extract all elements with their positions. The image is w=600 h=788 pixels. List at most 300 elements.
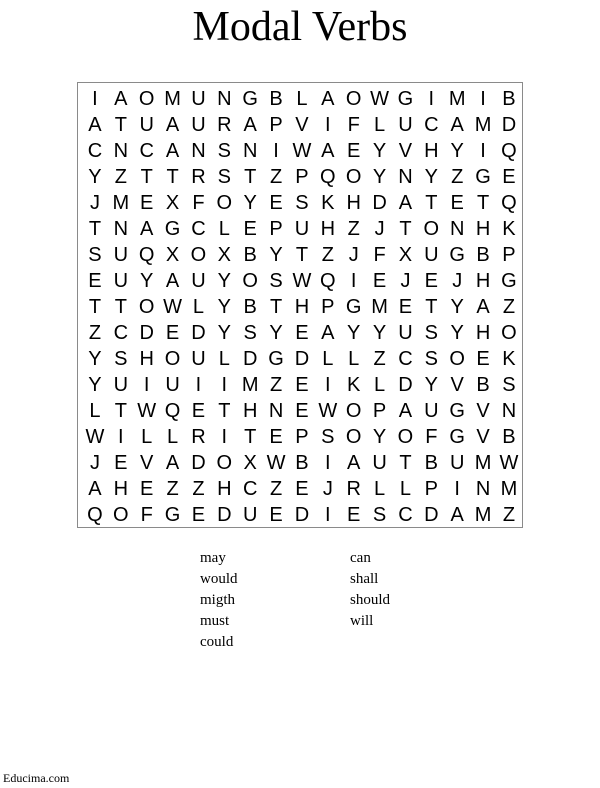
grid-letter[interactable]: H	[424, 140, 439, 162]
grid-letter[interactable]: L	[141, 426, 153, 448]
grid-letter[interactable]: I	[221, 426, 228, 448]
grid-letter[interactable]: A	[347, 452, 361, 474]
grid-letter[interactable]: V	[140, 452, 154, 474]
grid-letter[interactable]: O	[345, 400, 362, 422]
grid-letter[interactable]: P	[269, 218, 283, 240]
grid-letter[interactable]: T	[476, 192, 490, 214]
grid-letter[interactable]: I	[428, 88, 435, 110]
grid-letter[interactable]: W	[499, 452, 519, 474]
grid-letter[interactable]: G	[242, 88, 258, 110]
grid-letter[interactable]: A	[140, 218, 154, 240]
grid-letter[interactable]: S	[243, 322, 257, 344]
grid-letter[interactable]: N	[113, 140, 129, 162]
grid-letter[interactable]: I	[350, 270, 357, 292]
grid-letter[interactable]: D	[398, 374, 413, 396]
grid-letter[interactable]: Z	[269, 478, 283, 500]
grid-letter[interactable]: Z	[269, 166, 283, 188]
grid-letter[interactable]: Y	[217, 296, 231, 318]
grid-letter[interactable]: U	[191, 348, 206, 370]
grid-letter[interactable]: D	[191, 322, 206, 344]
grid-letter[interactable]: L	[374, 374, 386, 396]
grid-row	[82, 268, 522, 294]
grid-letter[interactable]: W	[266, 452, 286, 474]
grid-letter[interactable]: G	[449, 244, 465, 266]
grid-letter[interactable]: B	[476, 244, 490, 266]
grid-letter[interactable]: L	[89, 400, 101, 422]
grid-letter[interactable]: O	[397, 426, 414, 448]
grid-letter[interactable]: G	[449, 400, 465, 422]
word-list-item: should	[350, 592, 391, 608]
grid-letter[interactable]: Z	[373, 348, 386, 370]
grid-letter[interactable]: Y	[88, 166, 102, 188]
grid-letter[interactable]: Y	[269, 244, 283, 266]
grid-letter[interactable]: L	[296, 88, 308, 110]
grid-letter[interactable]: S	[295, 192, 309, 214]
grid-letter[interactable]: T	[244, 426, 257, 448]
grid-letter[interactable]: E	[372, 270, 387, 292]
grid-letter[interactable]: W	[163, 296, 182, 318]
grid-letter[interactable]: U	[398, 114, 413, 136]
grid-letter[interactable]: W	[85, 426, 105, 448]
grid-letter[interactable]: F	[425, 426, 438, 448]
grid-letter[interactable]: A	[114, 88, 128, 110]
grid-letter[interactable]: P	[295, 166, 309, 188]
grid-letter[interactable]: E	[450, 192, 464, 214]
grid-letter[interactable]: G	[397, 88, 414, 110]
grid-letter[interactable]: M	[474, 114, 492, 136]
grid-letter[interactable]: I	[195, 374, 202, 396]
grid-letter[interactable]: R	[346, 478, 361, 500]
grid-letter[interactable]: U	[113, 244, 129, 266]
grid-letter[interactable]: O	[345, 426, 362, 448]
grid-letter[interactable]: U	[191, 270, 206, 292]
grid-letter[interactable]: D	[217, 504, 232, 526]
grid-letter[interactable]: Y	[372, 140, 387, 162]
grid-letter[interactable]: E	[243, 218, 257, 240]
grid-letter[interactable]: P	[502, 244, 516, 266]
grid-letter[interactable]: N	[242, 140, 258, 162]
grid-letter[interactable]: Y	[450, 322, 464, 344]
grid-row	[82, 294, 522, 320]
grid-letter[interactable]: A	[450, 114, 464, 136]
grid-letter[interactable]: U	[449, 452, 465, 474]
grid-letter[interactable]: E	[191, 504, 206, 526]
grid-letter[interactable]: W	[292, 270, 312, 292]
grid-letter[interactable]: D	[191, 452, 206, 474]
grid-letter[interactable]: W	[292, 140, 312, 162]
grid-letter[interactable]: A	[321, 322, 335, 344]
grid-letter[interactable]: I	[480, 140, 486, 162]
grid-letter[interactable]: G	[164, 504, 181, 526]
grid-letter[interactable]: U	[113, 270, 129, 292]
grid-letter[interactable]: J	[452, 270, 463, 292]
grid-letter[interactable]: E	[140, 192, 154, 214]
grid-letter[interactable]: M	[241, 374, 259, 396]
grid-letter[interactable]: M	[112, 192, 130, 214]
grid-letter[interactable]: T	[399, 218, 412, 240]
grid-letter[interactable]: H	[346, 192, 361, 214]
grid-letter[interactable]: E	[140, 478, 154, 500]
grid-letter[interactable]: Q	[138, 244, 155, 266]
grid-letter[interactable]: T	[140, 166, 153, 188]
grid-letter[interactable]: H	[294, 296, 310, 318]
grid-letter[interactable]: H	[217, 478, 232, 500]
grid-letter[interactable]: X	[165, 192, 180, 214]
grid-letter[interactable]: U	[372, 452, 387, 474]
grid-row	[82, 190, 522, 216]
grid-letter[interactable]: V	[295, 114, 309, 136]
grid-letter[interactable]: X	[165, 244, 180, 266]
grid-letter[interactable]: Y	[88, 374, 102, 396]
grid-letter[interactable]: E	[476, 348, 490, 370]
grid-letter[interactable]: Z	[321, 244, 334, 266]
grid-letter[interactable]: J	[322, 478, 333, 500]
grid-letter[interactable]: U	[165, 374, 180, 396]
grid-letter[interactable]: B	[243, 244, 257, 266]
grid-letter[interactable]: T	[88, 218, 102, 240]
grid-letter[interactable]: Y	[243, 192, 257, 214]
grid-letter[interactable]: C	[113, 322, 129, 344]
grid-row	[82, 242, 522, 268]
grid-letter[interactable]: B	[243, 296, 257, 318]
grid-letter[interactable]: B	[502, 426, 516, 448]
grid-letter[interactable]: C	[191, 218, 206, 240]
grid-letter[interactable]: C	[87, 140, 103, 162]
grid-letter[interactable]: E	[269, 426, 283, 448]
grid-letter[interactable]: T	[88, 296, 102, 318]
grid-letter[interactable]: Q	[320, 166, 336, 188]
grid-letter[interactable]: C	[398, 348, 413, 370]
grid-letter[interactable]: L	[218, 348, 230, 370]
grid-letter[interactable]: O	[501, 322, 517, 344]
grid-letter[interactable]: A	[398, 400, 413, 422]
grid-letter[interactable]: U	[294, 218, 310, 240]
grid-letter[interactable]: O	[138, 296, 155, 318]
grid-letter[interactable]: Q	[501, 192, 517, 214]
grid-letter[interactable]: T	[114, 114, 127, 136]
grid-letter[interactable]: L	[218, 218, 230, 240]
grid-letter[interactable]: R	[191, 166, 206, 188]
grid-letter[interactable]: I	[454, 478, 460, 500]
grid-letter[interactable]: L	[167, 426, 179, 448]
grid-letter[interactable]: C	[139, 140, 154, 162]
grid-letter[interactable]: U	[398, 322, 413, 344]
grid-letter[interactable]: Z	[88, 322, 102, 344]
grid-letter[interactable]: S	[269, 270, 283, 292]
grid-letter[interactable]: Z	[166, 478, 179, 500]
word-search-grid	[82, 86, 522, 528]
grid-letter[interactable]: D	[501, 114, 517, 136]
grid-letter[interactable]: Y	[450, 140, 464, 162]
grid-letter[interactable]: I	[325, 374, 331, 396]
grid-letter[interactable]: Y	[217, 270, 231, 292]
grid-letter[interactable]: Y	[372, 322, 387, 344]
grid-letter[interactable]: F	[347, 114, 360, 136]
grid-letter[interactable]: E	[269, 192, 283, 214]
grid-letter[interactable]: S	[502, 374, 516, 396]
grid-letter[interactable]: K	[502, 218, 516, 240]
grid-letter[interactable]: H	[475, 218, 491, 240]
grid-letter[interactable]: K	[502, 348, 516, 370]
grid-letter[interactable]: Z	[114, 166, 127, 188]
grid-letter[interactable]: A	[88, 114, 102, 136]
grid-letter[interactable]: S	[372, 504, 387, 526]
grid-row	[82, 450, 522, 476]
grid-letter[interactable]: F	[373, 244, 386, 266]
grid-letter[interactable]: G	[268, 348, 284, 370]
word-list-item: will	[350, 613, 374, 629]
grid-letter[interactable]: S	[321, 426, 335, 448]
grid-letter[interactable]: Y	[372, 426, 387, 448]
grid-letter[interactable]: C	[242, 478, 258, 500]
grid-letter[interactable]: D	[372, 192, 387, 214]
grid-letter[interactable]: T	[399, 452, 412, 474]
grid-letter[interactable]: A	[321, 140, 335, 162]
grid-letter[interactable]: N	[113, 218, 129, 240]
grid-letter[interactable]: I	[325, 452, 331, 474]
grid-letter[interactable]: N	[217, 88, 232, 110]
grid-letter[interactable]: H	[320, 218, 336, 240]
grid-letter[interactable]: U	[191, 114, 206, 136]
grid-letter[interactable]: M	[474, 504, 492, 526]
grid-letter[interactable]: G	[501, 270, 517, 292]
grid-letter[interactable]: L	[348, 348, 360, 370]
grid-letter[interactable]: C	[398, 504, 413, 526]
grid-letter[interactable]: E	[191, 400, 206, 422]
grid-letter[interactable]: K	[321, 192, 335, 214]
grid-letter[interactable]: N	[449, 218, 465, 240]
grid-letter[interactable]: E	[88, 270, 102, 292]
grid-letter[interactable]: I	[480, 88, 486, 110]
grid-letter[interactable]: Q	[320, 270, 336, 292]
grid-letter[interactable]: R	[217, 114, 232, 136]
grid-letter[interactable]: P	[321, 296, 335, 318]
grid-letter[interactable]: A	[165, 140, 180, 162]
grid-letter[interactable]: B	[424, 452, 438, 474]
grid-letter[interactable]: T	[114, 400, 127, 422]
grid-letter[interactable]: Q	[87, 504, 103, 526]
grid-letter[interactable]: Y	[269, 322, 283, 344]
grid-letter[interactable]: J	[374, 218, 385, 240]
grid-letter[interactable]: O	[345, 166, 362, 188]
grid-letter[interactable]: X	[243, 452, 257, 474]
grid-letter[interactable]: E	[165, 322, 180, 344]
grid-letter[interactable]: Y	[88, 348, 102, 370]
grid-letter[interactable]: B	[502, 88, 516, 110]
grid-letter[interactable]: V	[398, 140, 413, 162]
grid-letter[interactable]: O	[190, 244, 207, 266]
grid-letter[interactable]: N	[501, 400, 517, 422]
grid-letter[interactable]: J	[89, 192, 100, 214]
grid-letter[interactable]: H	[475, 322, 491, 344]
grid-letter[interactable]: H	[139, 348, 154, 370]
grid-letter[interactable]: L	[374, 478, 386, 500]
grid-letter[interactable]: U	[424, 400, 439, 422]
grid-letter[interactable]: V	[476, 426, 490, 448]
grid-letter[interactable]: P	[372, 400, 387, 422]
grid-letter[interactable]: A	[476, 296, 490, 318]
grid-letter[interactable]: Y	[217, 322, 231, 344]
grid-letter[interactable]: Y	[140, 270, 154, 292]
grid-letter[interactable]: A	[88, 478, 102, 500]
grid-letter[interactable]: E	[502, 166, 516, 188]
grid-letter[interactable]: U	[191, 88, 206, 110]
grid-letter[interactable]: D	[139, 322, 154, 344]
grid-letter[interactable]: E	[269, 504, 283, 526]
grid-letter[interactable]: U	[242, 504, 258, 526]
grid-letter[interactable]: F	[192, 192, 205, 214]
grid-letter[interactable]: W	[137, 400, 157, 422]
grid-letter[interactable]: J	[89, 452, 100, 474]
grid-letter[interactable]: N	[191, 140, 206, 162]
grid-letter[interactable]: M	[448, 88, 466, 110]
grid-letter[interactable]: Y	[450, 296, 464, 318]
grid-letter[interactable]: E	[295, 322, 309, 344]
grid-letter[interactable]: N	[398, 166, 413, 188]
grid-letter[interactable]: I	[325, 504, 331, 526]
grid-letter[interactable]: E	[114, 452, 128, 474]
grid-letter[interactable]: M	[164, 88, 181, 110]
grid-letter[interactable]: E	[295, 374, 309, 396]
grid-letter[interactable]: T	[218, 400, 231, 422]
grid-letter[interactable]: I	[92, 88, 98, 110]
grid-letter[interactable]: A	[321, 88, 335, 110]
grid-letter[interactable]: S	[217, 166, 231, 188]
grid-letter[interactable]: G	[475, 166, 491, 188]
grid-letter[interactable]: M	[371, 296, 388, 318]
grid-letter[interactable]: Y	[424, 166, 438, 188]
word-list-item: may	[200, 550, 226, 566]
grid-letter[interactable]: B	[269, 88, 283, 110]
grid-letter[interactable]: O	[164, 348, 181, 370]
grid-letter[interactable]: A	[398, 192, 413, 214]
grid-letter[interactable]: I	[221, 374, 228, 396]
grid-letter[interactable]: S	[424, 348, 438, 370]
grid-letter[interactable]: A	[165, 270, 180, 292]
grid-letter[interactable]: H	[475, 270, 491, 292]
grid-letter[interactable]: T	[114, 296, 127, 318]
grid-letter[interactable]: P	[295, 426, 309, 448]
grid-letter[interactable]: D	[294, 504, 310, 526]
grid-letter[interactable]: M	[500, 478, 518, 500]
grid-letter[interactable]: D	[294, 348, 310, 370]
grid-letter[interactable]: E	[295, 478, 309, 500]
grid-letter[interactable]: E	[347, 504, 361, 526]
grid-letter[interactable]: L	[192, 296, 204, 318]
grid-letter[interactable]: T	[425, 296, 438, 318]
grid-letter[interactable]: T	[425, 192, 438, 214]
grid-letter[interactable]: A	[165, 452, 180, 474]
word-list-item: could	[200, 634, 234, 650]
grid-letter[interactable]: N	[475, 478, 491, 500]
grid-letter[interactable]: O	[138, 88, 155, 110]
grid-letter[interactable]: L	[374, 114, 386, 136]
grid-letter[interactable]: W	[370, 88, 389, 110]
grid-letter[interactable]: I	[143, 374, 150, 396]
grid-letter[interactable]: P	[269, 114, 283, 136]
grid-letter[interactable]: O	[242, 270, 258, 292]
grid-letter[interactable]: D	[424, 504, 439, 526]
grid-letter[interactable]: Z	[347, 218, 360, 240]
grid-letter[interactable]: N	[268, 400, 284, 422]
grid-letter[interactable]: W	[318, 400, 338, 422]
grid-letter[interactable]: Q	[164, 400, 181, 422]
grid-letter[interactable]: Z	[502, 296, 516, 318]
grid-letter[interactable]: T	[244, 166, 257, 188]
grid-letter[interactable]: C	[424, 114, 439, 136]
grid-letter[interactable]: V	[476, 400, 490, 422]
grid-letter[interactable]: D	[242, 348, 258, 370]
grid-letter[interactable]: A	[243, 114, 257, 136]
grid-letter[interactable]: E	[424, 270, 438, 292]
grid-letter[interactable]: O	[449, 348, 465, 370]
grid-letter[interactable]: P	[424, 478, 438, 500]
grid-letter[interactable]: E	[398, 296, 413, 318]
grid-letter[interactable]: O	[216, 452, 233, 474]
grid-letter[interactable]: F	[140, 504, 153, 526]
grid-letter[interactable]: O	[423, 218, 440, 240]
grid-letter[interactable]: H	[242, 400, 258, 422]
grid-letter[interactable]: B	[476, 374, 490, 396]
grid-letter[interactable]: Q	[501, 140, 517, 162]
grid-row	[82, 476, 522, 502]
grid-letter[interactable]: Z	[269, 374, 283, 396]
grid-letter[interactable]: J	[400, 270, 411, 292]
grid-letter[interactable]: T	[166, 166, 179, 188]
grid-letter[interactable]: S	[88, 244, 102, 266]
grid-letter[interactable]: S	[424, 322, 438, 344]
grid-letter[interactable]: Y	[372, 166, 387, 188]
grid-letter[interactable]: V	[450, 374, 464, 396]
grid-letter[interactable]: Z	[451, 166, 464, 188]
grid-letter[interactable]: S	[114, 348, 128, 370]
grid-letter[interactable]: E	[347, 140, 361, 162]
grid-letter[interactable]: Z	[502, 504, 516, 526]
grid-letter[interactable]: M	[474, 452, 492, 474]
grid-letter[interactable]: U	[424, 244, 439, 266]
grid-letter[interactable]: G	[345, 296, 362, 318]
grid-letter[interactable]: L	[322, 348, 334, 370]
grid-letter[interactable]: X	[217, 244, 231, 266]
grid-letter[interactable]: H	[113, 478, 129, 500]
grid-letter[interactable]: A	[450, 504, 464, 526]
grid-letter[interactable]: O	[113, 504, 129, 526]
grid-letter[interactable]: G	[164, 218, 181, 240]
grid-letter[interactable]: T	[295, 244, 309, 266]
grid-letter[interactable]: I	[273, 140, 279, 162]
grid-letter[interactable]: U	[113, 374, 129, 396]
grid-letter[interactable]: L	[399, 478, 411, 500]
grid-letter[interactable]: I	[118, 426, 124, 448]
grid-letter[interactable]: J	[348, 244, 359, 266]
grid-letter[interactable]: Y	[347, 322, 361, 344]
grid-letter[interactable]: R	[191, 426, 206, 448]
grid-letter[interactable]: U	[139, 114, 154, 136]
grid-letter[interactable]: Z	[192, 478, 205, 500]
grid-letter[interactable]: O	[216, 192, 233, 214]
grid-letter[interactable]: E	[295, 400, 309, 422]
grid-letter[interactable]: S	[217, 140, 231, 162]
grid-letter[interactable]: X	[398, 244, 413, 266]
grid-letter[interactable]: B	[295, 452, 309, 474]
grid-letter[interactable]: A	[165, 114, 180, 136]
grid-letter[interactable]: K	[347, 374, 361, 396]
grid-letter[interactable]: O	[345, 88, 362, 110]
grid-letter[interactable]: G	[449, 426, 465, 448]
grid-letter[interactable]: Y	[424, 374, 438, 396]
grid-letter[interactable]: T	[269, 296, 283, 318]
grid-letter[interactable]: I	[325, 114, 331, 136]
